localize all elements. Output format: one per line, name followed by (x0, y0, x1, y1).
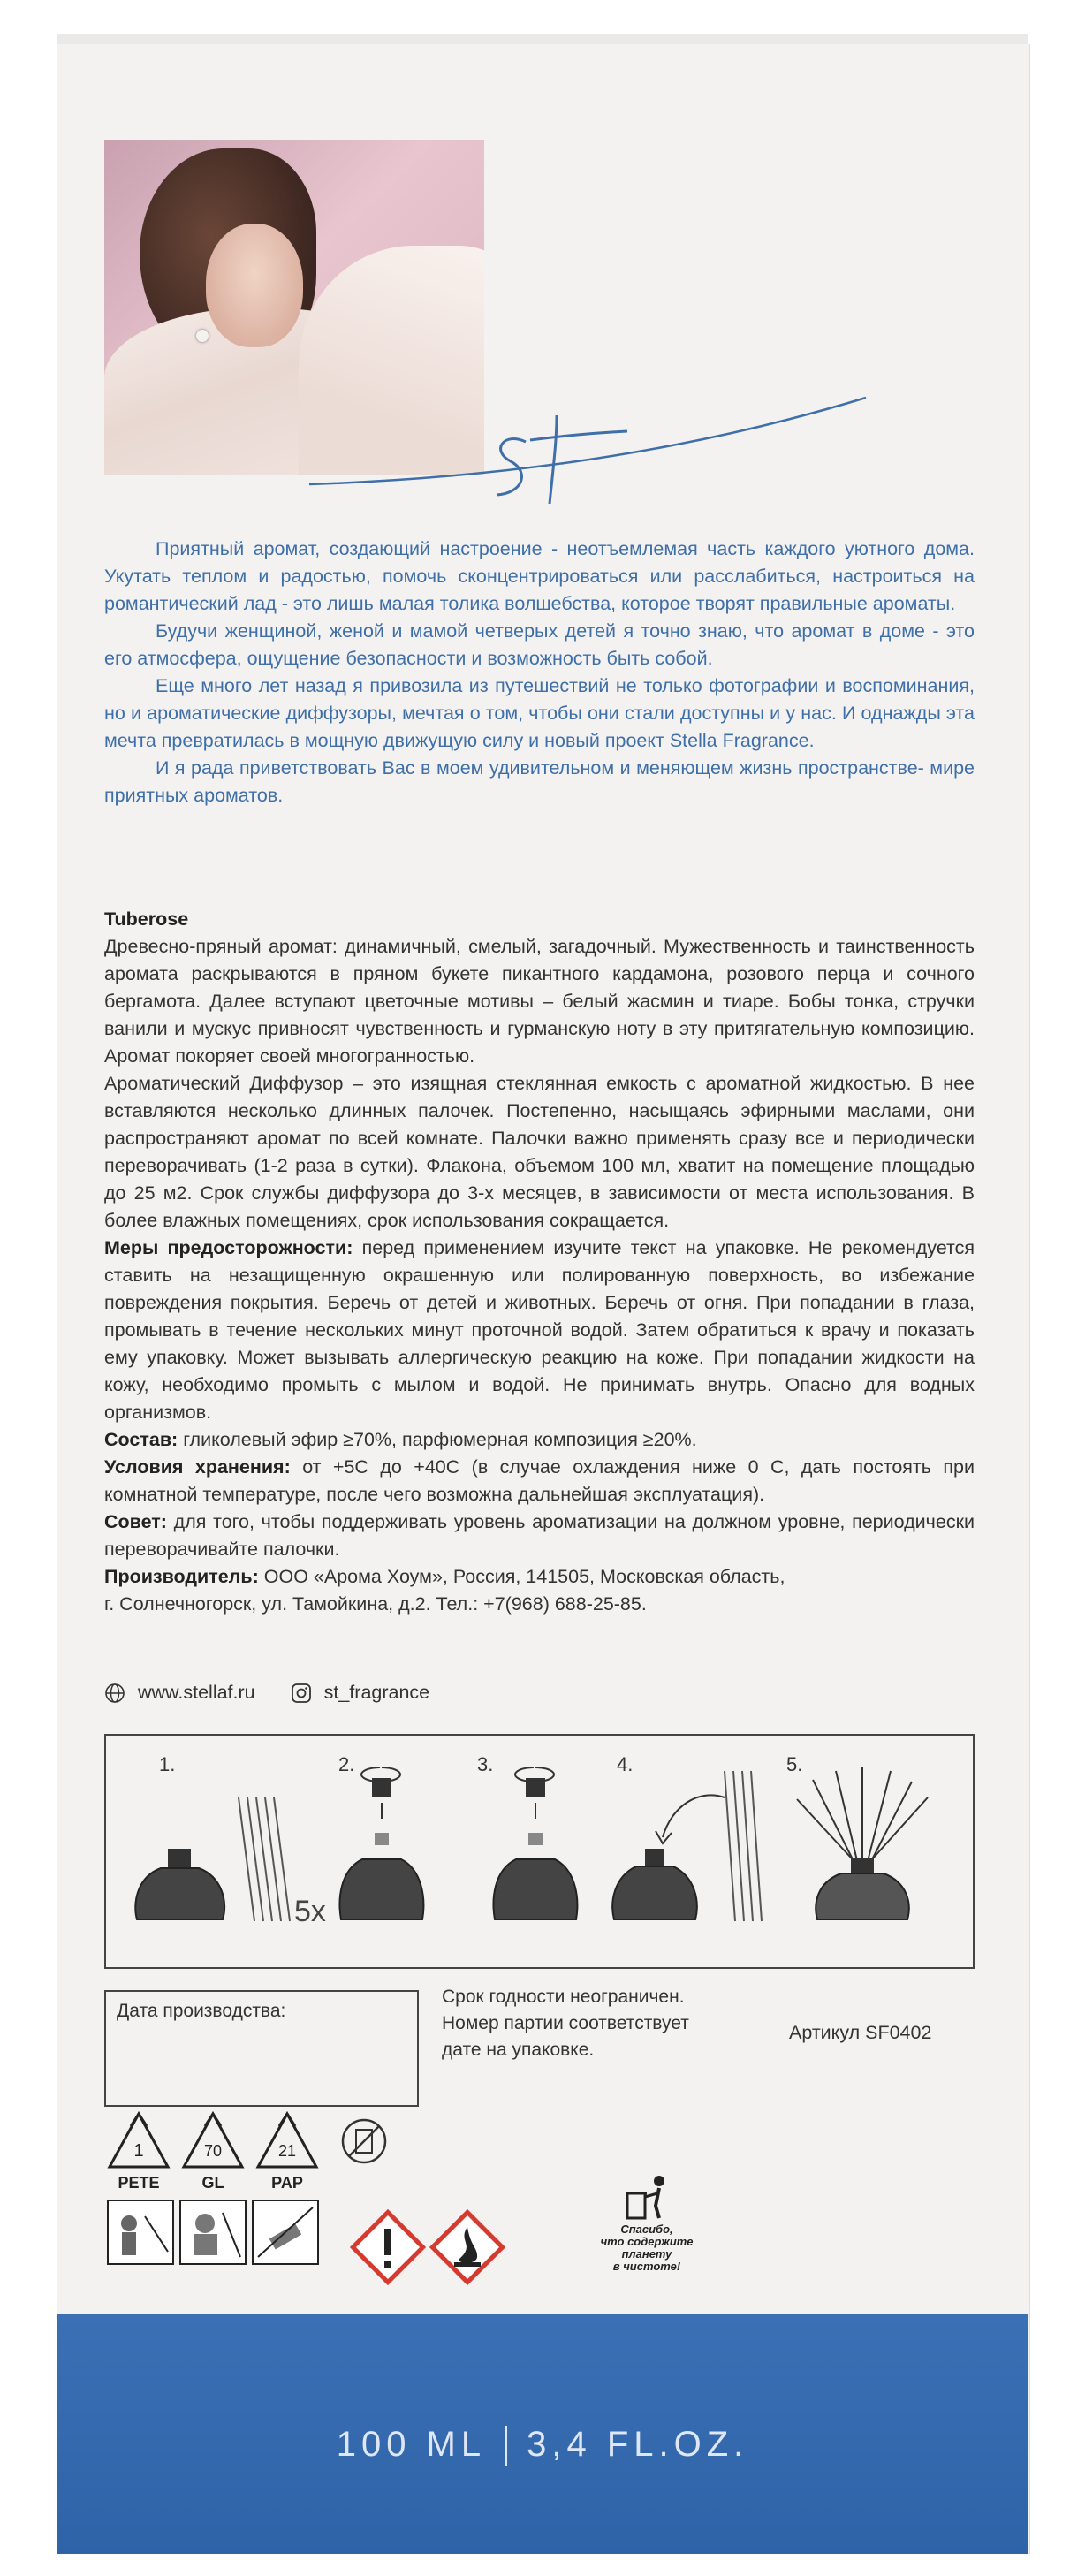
shelf-life-text (442, 1984, 760, 2063)
advice-text: для того, чтобы поддерживать уровень ароматизации на должном уровне, периодически переворачивайте палочки. (104, 1511, 975, 1560)
step-number: 5. (786, 1753, 803, 1775)
storage-label: Условия хранения: (104, 1456, 291, 1478)
diffuser-text: Ароматический Диффузор – это изящная стеклянная емкость с ароматной жидкостью. В нее вставляются несколько длинных палочек. Постепенно, насыщаясь эфирными маслами, они распространяют аромат по всей комнате. Палочки важно применять сразу все и периодически переворачивать (1-2 раза в сутки). Флакона, объемом 100 мл, хватит на помещение площадью до 25 м2. Срок службы диффузора до 3-х месяцев, в зависимости от места использования. В более влажных помещениях, срок использования сокращается. (104, 1073, 975, 1231)
globe-icon (104, 1683, 125, 1704)
usage-steps (104, 1734, 975, 1969)
do-not-ingest-icon (253, 2200, 318, 2264)
storage-text: от +5С до +40С (в случае охлаждения ниже 0 С, дать постоять при комнатной температуре, после чего возможна дальнейшая эксплуатация). (104, 1456, 975, 1505)
shelf-line: дате на упаковке. (442, 2040, 595, 2060)
step-number: 2. (338, 1753, 355, 1775)
founder-message (104, 536, 975, 809)
bottle-close-icon (494, 1767, 578, 1919)
recycle-label: PETE (118, 2174, 160, 2192)
flammable-hazard-icon (429, 2209, 505, 2285)
website-link[interactable]: www.stellaf.ru (138, 1682, 255, 1703)
bin-text-line: в чистоте! (612, 2260, 681, 2273)
composition-label: Состав: (104, 1429, 178, 1450)
product-description (104, 906, 975, 1618)
recycle-pap-icon (253, 2109, 322, 2197)
keep-from-pets-icon (180, 2200, 246, 2264)
instagram-handle[interactable]: st_fragrance (323, 1682, 430, 1703)
volume-separator (505, 2426, 507, 2466)
intro-paragraph: И я рада приветствовать Вас в моем удивительном и меняющем жизнь пространстве- мире приятных ароматов. (104, 757, 975, 806)
step-number: 4. (617, 1753, 634, 1775)
recycle-code: 1 (133, 2141, 144, 2161)
precautions-text: перед применением изучите текст на упаковке. Не рекомендуется ставить на незащищенную окрашенную или полированную поверхность, во избежание повреждения покрытия. Беречь от детей и животных. Беречь от огня. При попадании в глаза, промывать в течение нескольких минут проточной водой. Затем обратиться к врачу и показать ему упаковку. Может вызывать аллергическую реакцию на коже. При попадании жидкости на кожу, необходимо промыть с мылом и водой. Не принимать внутрь. Опасно для водных организмов. (104, 1237, 975, 1423)
article-number: Артикул SF0402 (789, 2022, 932, 2043)
recycle-pete-icon (104, 2109, 173, 2197)
recycle-gl-icon (178, 2109, 247, 2197)
exclamation-hazard-icon (350, 2209, 426, 2285)
instagram-icon (291, 1683, 312, 1704)
intro-paragraph: Приятный аромат, создающий настроение - неотъемлемая часть каждого уютного дома. Укутать теплом и радостью, помочь сконцентрироваться или расслабиться, настроиться на романтический лад - это лишь малая толика волшебства, которое творят правильные ароматы. (104, 538, 975, 614)
production-date-label: Дата производства: (117, 2001, 286, 2021)
recycle-code: 21 (277, 2142, 297, 2160)
diffuser-assembled-icon (797, 1767, 928, 1919)
maker-line1: ООО «Арома Хоум», Россия, 141505, Московская область, (263, 1566, 785, 1587)
aroma-text: Древесно-пряный аромат: динамичный, смелый, загадочный. Мужественность и таинственность аромата раскрываются в пряном букете пикантного кардамона, розового перца и сочного бергамота. Далее вступают цветочные мотивы – белый жасмин и тиаре. Бобы тонка, стручки ванили и мускус привносят чувственность и гурманскую ноту в эту притягательную композицию. Аромат покоряет своей многогранностью. (104, 936, 975, 1067)
step-number: 3. (477, 1753, 494, 1775)
step-number: 1. (159, 1753, 176, 1775)
shelf-line: Номер партии соответствует (442, 2013, 689, 2033)
sticks-icon (239, 1797, 290, 1921)
insert-sticks-icon (612, 1771, 762, 1921)
bin-text-line: Спасибо, (620, 2223, 673, 2236)
recycle-code: 70 (203, 2142, 223, 2160)
sticks-count: 5x (294, 1895, 326, 1928)
composition-text: гликолевый эфир ≥70%, парфюмерная композиция ≥20%. (183, 1429, 697, 1450)
advice-label: Совет: (104, 1511, 167, 1532)
production-date-box (104, 1990, 419, 2107)
bottle-open-icon (340, 1767, 424, 1919)
shelf-line: Срок годности неограничен. (442, 1987, 685, 2007)
st-signature-logo (292, 380, 892, 513)
bin-text-line: что содержите (600, 2235, 694, 2248)
volume-label (57, 2425, 1028, 2466)
no-glass-disposal-icon (340, 2117, 388, 2165)
product-name: Tuberose (104, 908, 189, 930)
volume-ml: 100 ML (336, 2425, 487, 2464)
recycle-label: GL (201, 2174, 224, 2192)
maker-label: Производитель: (104, 1566, 259, 1587)
tidyman-bin-icon (594, 2174, 700, 2280)
recycle-label: PAP (271, 2174, 303, 2192)
bottom-blue-band (57, 2314, 1028, 2554)
contacts-row (104, 1682, 429, 1704)
bin-text-line: планету (621, 2247, 672, 2261)
maker-line2: г. Солнечногорск, ул. Тамойкина, д.2. Тел.: +7(968) 688-25-85. (104, 1593, 647, 1615)
precautions-label: Меры предосторожности: (104, 1237, 353, 1258)
bottle-icon (135, 1849, 224, 1919)
keep-from-children-icon (108, 2200, 173, 2264)
intro-paragraph: Будучи женщиной, женой и мамой четверых детей я точно знаю, что аромат в доме - это его атмосфера, ощущение безопасности и возможность быть собой. (104, 620, 975, 669)
volume-oz: 3,4 FL.OZ. (527, 2425, 749, 2464)
intro-paragraph: Еще много лет назад я привозила из путешествий не только фотографии и воспоминания, но и ароматические диффузоры, мечтая о том, чтобы они стали доступны и у нас. И однажды эта мечта превратилась в мощную движущую силу и новый проект Stella Fragrance. (104, 675, 975, 751)
